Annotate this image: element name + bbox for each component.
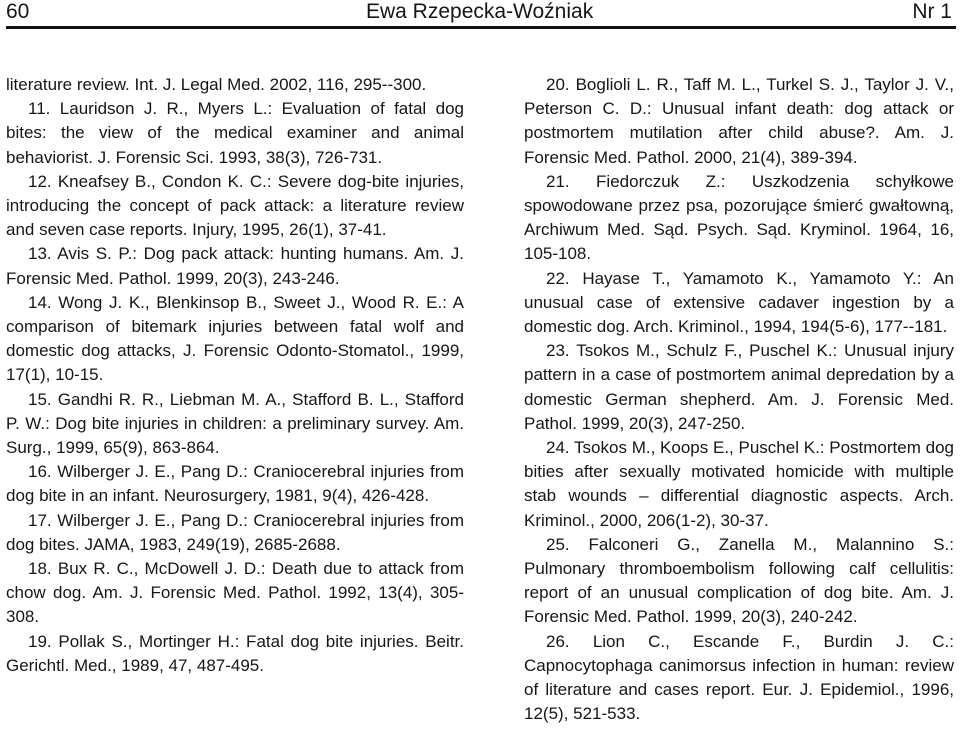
reference-item: 11. Lauridson J. R., Myers L.: Evaluation of fatal dog bites: the view of the medical examiner and animal behaviorist. J. Forensic Sci. 1993, 38(3), 726-731. bbox=[6, 99, 464, 167]
reference-item: 18. Bux R. C., McDowell J. D.: Death due to attack from chow dog. Am. J. Forensic Med. Pathol. 1992, 13(4), 305-308. bbox=[6, 559, 464, 627]
reference-item: 13. Avis S. P.: Dog pack attack: hunting humans. Am. J. Forensic Med. Pathol. 1999, 20(3), 243-246. bbox=[6, 244, 464, 288]
reference-item: 15. Gandhi R. R., Liebman M. A., Stafford B. L., Stafford P. W.: Dog bite injuries in children: a preliminary survey. Am. Surg., 1999, 65(9), 863-864. bbox=[6, 389, 464, 458]
reference-item: 16. Wilberger J. E., Pang D.: Craniocerebral injuries from dog bite in an infant. Neurosurgery, 1981, 9(4), 426-428. bbox=[6, 462, 464, 506]
reference-item: 14. Wong J. K., Blenkinsop B., Sweet J., Wood R. E.: A comparison of bitemark injuries between fatal wolf and domestic dog attacks, J. Forensic Odonto-Stomatol., 1999, 17(1), 10-15. bbox=[6, 292, 464, 385]
references-right-column bbox=[524, 73, 954, 726]
page-number: 60 bbox=[6, 0, 30, 23]
reference-item: 24. Tsokos M., Koops E., Puschel K.: Postmortem dog bities after sexually motivated homicide with multiple stab wounds – differential diagnostic aspects. Arch. Kriminol., 2000, 206(1-2), 30-37. bbox=[524, 438, 954, 530]
reference-item: 23. Tsokos M., Schulz F., Puschel K.: Unusual injury pattern in a case of postmortem animal depredation by a domestic German shepherd. Am. J. Forensic Med. Pathol. 1999, 20(3), 247-250. bbox=[524, 341, 954, 433]
issue-number: Nr 1 bbox=[912, 0, 952, 23]
running-header bbox=[6, 0, 956, 29]
reference-item: 20. Boglioli L. R., Taff M. L., Turkel S. J., Taylor J. V., Peterson C. D.: Unusual infant death: dog attack or postmortem mutilation after child abuse?. Am. J. Forensic Med. Pathol. 2000, 21(4), 389-394. bbox=[524, 75, 954, 167]
references-left-column bbox=[6, 73, 464, 678]
reference-item: 19. Pollak S., Mortinger H.: Fatal dog bite injuries. Beitr. Gerichtl. Med., 1989, 47, 487-495. bbox=[6, 631, 464, 675]
reference-item: 25. Falconeri G., Zanella M., Malannino S.: Pulmonary thromboembolism following calf cellulitis: report of an unusual complication of dog bite. Am. J. Forensic Med. Pathol. 1999, 20(3), 240-242. bbox=[524, 534, 954, 627]
reference-continuation: literature review. Int. J. Legal Med. 2002, 116, 295--300. bbox=[6, 75, 427, 94]
reference-item: 22. Hayase T., Yamamoto K., Yamamoto Y.: An unusual case of extensive cadaver ingestion by a domestic dog. Arch. Kriminol., 1994, 194(5-6), 177--181. bbox=[524, 268, 954, 337]
reference-item: 26. Lion C., Escande F., Burdin J. C.: Capnocytophaga canimorsus infection in human: review of literature and cases report. Eur. J. Epidemiol., 1996, 12(5), 521-533. bbox=[524, 631, 954, 724]
reference-item: 17. Wilberger J. E., Pang D.: Craniocerebral injuries from dog bites. JAMA, 1983, 249(19), 2685-2688. bbox=[6, 510, 464, 554]
reference-item: 21. Fiedorczuk Z.: Uszkodzenia schyłkowe spowodowane przez psa, pozorujące śmierć gwałtowną, Archiwum Med. Sąd. Psych. Sąd. Kryminol. 1964, 16, 105-108. bbox=[524, 171, 954, 264]
reference-item: 12. Kneafsey B., Condon K. C.: Severe dog-bite injuries, introducing the concept of pack attack: a literature review and seven case reports. Injury, 1995, 26(1), 37-41. bbox=[6, 171, 464, 240]
running-author: Ewa Rzepecka-Woźniak bbox=[366, 0, 594, 23]
